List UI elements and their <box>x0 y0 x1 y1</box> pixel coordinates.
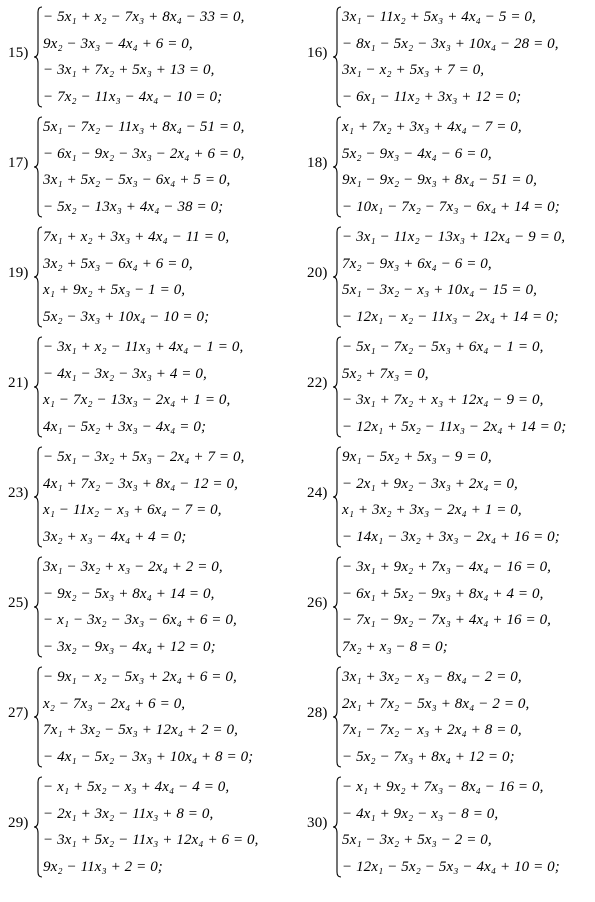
equation-list <box>342 664 529 770</box>
equation: − 5x₁ − 7x₂ − 5x₃ + 6x₄ − 1 = 0, <box>342 339 544 355</box>
equation-system <box>307 4 595 110</box>
equation-system <box>307 224 595 330</box>
equation: − 10x₁ − 7x₂ − 7x₃ − 6x₄ + 14 = 0; <box>342 198 560 215</box>
equation: 3x₁ − 3x₂ + x₃ − 2x₄ + 2 = 0, <box>43 559 223 575</box>
equation: 4x₁ − 5x₂ + 3x₃ − 4x₄ = 0; <box>43 418 207 435</box>
equation: 7x₁ + x₂ + 3x₃ + 4x₄ − 11 = 0, <box>43 229 230 245</box>
left-brace-icon <box>332 226 342 328</box>
problem-number: 24) <box>307 485 328 501</box>
equation-list <box>342 554 551 660</box>
equation-system <box>8 444 298 550</box>
left-brace-icon <box>332 446 342 548</box>
equation: x₁ − 11x₂ − x₃ + 6x₄ − 7 = 0, <box>43 502 222 518</box>
equation-system <box>307 664 595 770</box>
equation: 4x₁ + 7x₂ − 3x₃ + 8x₄ − 12 = 0, <box>43 475 238 492</box>
equation: 7x₂ − 9x₃ + 6x₄ − 6 = 0, <box>342 255 492 272</box>
equation: 5x₂ − 3x₃ + 10x₄ − 10 = 0; <box>43 308 210 325</box>
problem-number: 19) <box>8 265 29 281</box>
equation-system <box>307 444 595 550</box>
left-brace-icon <box>33 556 43 658</box>
equation: − 3x₁ + 9x₂ + 7x₃ − 4x₄ − 16 = 0, <box>342 559 552 575</box>
equation: − 6x₁ − 9x₂ − 3x₃ − 2x₄ + 6 = 0, <box>43 145 245 162</box>
equation-system <box>8 664 298 770</box>
equation-system <box>307 114 595 220</box>
equation: − 3x₁ − 11x₂ − 13x₃ + 12x₄ − 9 = 0, <box>342 229 566 245</box>
left-brace-icon <box>332 116 342 218</box>
equation: − 3x₂ − 9x₃ − 4x₄ + 12 = 0; <box>43 638 216 655</box>
equation-list <box>43 224 229 330</box>
problem-number: 28) <box>307 705 328 721</box>
equation: − 9x₁ − x₂ − 5x₃ + 2x₄ + 6 = 0, <box>43 669 237 685</box>
equation: − 8x₁ − 5x₂ − 3x₃ + 10x₄ − 28 = 0, <box>342 35 559 52</box>
equation: 3x₂ + 5x₃ − 6x₄ + 6 = 0, <box>43 255 193 272</box>
left-brace-icon <box>332 556 342 658</box>
equation-list <box>342 334 566 440</box>
equation: 5x₂ + 7x₃ = 0, <box>342 365 429 382</box>
equation-list <box>342 444 560 550</box>
equation-list <box>43 334 243 440</box>
problem-number: 17) <box>8 155 29 171</box>
equation: − 7x₁ − 9x₂ − 7x₃ + 4x₄ + 16 = 0, <box>342 612 552 628</box>
problem-number: 20) <box>307 265 328 281</box>
problem-number: 21) <box>8 375 29 391</box>
equation: 3x₁ − x₂ + 5x₃ + 7 = 0, <box>342 62 485 78</box>
equation: − 2x₁ + 9x₂ − 3x₃ + 2x₄ = 0, <box>342 475 518 492</box>
problem-number: 27) <box>8 705 29 721</box>
equation: − 12x₁ − x₂ − 11x₃ − 2x₄ + 14 = 0; <box>342 308 559 325</box>
equation: − 6x₁ + 5x₂ − 9x₃ + 8x₄ + 4 = 0, <box>342 585 544 602</box>
equation: 9x₂ − 11x₃ + 2 = 0; <box>43 858 163 875</box>
equation-system <box>8 4 298 110</box>
equation-system <box>307 554 595 660</box>
equation-list <box>43 554 237 660</box>
equation: x₁ − 7x₂ − 13x₃ − 2x₄ + 1 = 0, <box>43 392 231 408</box>
equation: − 4x₁ − 3x₂ − 3x₃ + 4 = 0, <box>43 365 207 382</box>
left-brace-icon <box>33 116 43 218</box>
equation: − 5x₂ − 7x₃ + 8x₄ + 12 = 0; <box>342 748 515 765</box>
problem-number: 25) <box>8 595 29 611</box>
equation-system <box>8 334 298 440</box>
left-brace-icon <box>33 666 43 768</box>
left-brace-icon <box>332 336 342 438</box>
equation: − 14x₁ − 3x₂ + 3x₃ − 2x₄ + 16 = 0; <box>342 528 560 545</box>
left-brace-icon <box>332 666 342 768</box>
left-brace-icon <box>33 776 43 878</box>
equation-system <box>8 224 298 330</box>
left-brace-icon <box>33 6 43 108</box>
equation: − 7x₂ − 11x₃ − 4x₄ − 10 = 0; <box>43 88 223 105</box>
equation-system <box>307 334 595 440</box>
problem-number: 23) <box>8 485 29 501</box>
equation: x₂ − 7x₃ − 2x₄ + 6 = 0, <box>43 695 186 712</box>
left-brace-icon <box>33 446 43 548</box>
equation: − 3x₁ + 7x₂ + 5x₃ + 13 = 0, <box>43 62 215 78</box>
equation: − 5x₁ + x₂ − 7x₃ + 8x₄ − 33 = 0, <box>43 9 245 25</box>
problem-number: 16) <box>307 45 328 61</box>
equation: 2x₁ + 7x₂ − 5x₃ + 8x₄ − 2 = 0, <box>342 695 530 712</box>
equation: − 4x₁ + 9x₂ − x₃ − 8 = 0, <box>342 805 499 822</box>
equation: − 3x₁ + 7x₂ + x₃ + 12x₄ − 9 = 0, <box>342 392 544 408</box>
problem-number: 22) <box>307 375 328 391</box>
equation-list <box>43 774 259 880</box>
equation: − 4x₁ − 5x₂ − 3x₃ + 10x₄ + 8 = 0; <box>43 748 254 765</box>
equation: 3x₁ + 3x₂ − x₃ − 8x₄ − 2 = 0, <box>342 669 522 685</box>
equation-list <box>342 774 560 880</box>
equation-list <box>43 444 244 550</box>
equation: x₁ + 3x₂ + 3x₃ − 2x₄ + 1 = 0, <box>342 502 522 518</box>
left-brace-icon <box>33 226 43 328</box>
equation-list <box>342 114 560 220</box>
equation: 3x₁ + 5x₂ − 5x₃ − 6x₄ + 5 = 0, <box>43 172 231 188</box>
equation: − x₁ + 5x₂ − x₃ + 4x₄ − 4 = 0, <box>43 779 230 795</box>
left-brace-icon <box>332 6 342 108</box>
equation: − 12x₁ − 5x₂ − 5x₃ − 4x₄ + 10 = 0; <box>342 858 560 875</box>
equation: 5x₁ − 3x₂ − x₃ + 10x₄ − 15 = 0, <box>342 282 537 298</box>
equation-system <box>8 554 298 660</box>
equation: − 5x₂ − 13x₃ + 4x₄ − 38 = 0; <box>43 198 224 215</box>
equation-system <box>8 114 298 220</box>
equation: 3x₁ − 11x₂ + 5x₃ + 4x₄ − 5 = 0, <box>342 9 536 25</box>
equation-list <box>342 224 565 330</box>
left-brace-icon <box>33 336 43 438</box>
equation: − 3x₁ + x₂ − 11x₃ + 4x₄ − 1 = 0, <box>43 339 244 355</box>
equation: x₁ + 9x₂ + 5x₃ − 1 = 0, <box>43 282 186 298</box>
equation: 7x₁ − 7x₂ − x₃ + 2x₄ + 8 = 0, <box>342 722 522 738</box>
problem-number: 18) <box>307 155 328 171</box>
equation: 9x₁ − 9x₂ − 9x₃ + 8x₄ − 51 = 0, <box>342 172 537 188</box>
equation: 9x₂ − 3x₃ − 4x₄ + 6 = 0, <box>43 35 193 52</box>
equation: 5x₂ − 9x₃ − 4x₄ − 6 = 0, <box>342 145 492 162</box>
equation: − 12x₁ + 5x₂ − 11x₃ − 2x₄ + 14 = 0; <box>342 418 567 435</box>
equation: − x₁ − 3x₂ − 3x₃ − 6x₄ + 6 = 0, <box>43 612 237 628</box>
equation-system <box>307 774 595 880</box>
equation: − 9x₂ − 5x₃ + 8x₄ + 14 = 0, <box>43 585 215 602</box>
problem-number: 30) <box>307 815 328 831</box>
equation: x₁ + 7x₂ + 3x₃ + 4x₄ − 7 = 0, <box>342 119 522 135</box>
equation: 3x₂ + x₃ − 4x₄ + 4 = 0; <box>43 528 187 545</box>
problem-number: 26) <box>307 595 328 611</box>
problem-number: 29) <box>8 815 29 831</box>
left-brace-icon <box>332 776 342 878</box>
equation: 7x₂ + x₃ − 8 = 0; <box>342 638 448 655</box>
equation-list <box>342 4 559 110</box>
equation-list <box>43 664 253 770</box>
equation-system <box>8 774 298 880</box>
equation: 5x₁ − 3x₂ + 5x₃ − 2 = 0, <box>342 832 492 848</box>
equation: − 2x₁ + 3x₂ − 11x₃ + 8 = 0, <box>43 805 214 822</box>
equation: 9x₁ − 5x₂ + 5x₃ − 9 = 0, <box>342 449 492 465</box>
equation: 7x₁ + 3x₂ − 5x₃ + 12x₄ + 2 = 0, <box>43 722 238 738</box>
equation-list <box>43 4 244 110</box>
problem-number: 15) <box>8 45 29 61</box>
equation-list <box>43 114 244 220</box>
equation: 5x₁ − 7x₂ − 11x₃ + 8x₄ − 51 = 0, <box>43 119 245 135</box>
equation: − x₁ + 9x₂ + 7x₃ − 8x₄ − 16 = 0, <box>342 779 544 795</box>
equation: − 6x₁ − 11x₂ + 3x₃ + 12 = 0; <box>342 88 522 105</box>
equation: − 3x₁ + 5x₂ − 11x₃ + 12x₄ + 6 = 0, <box>43 832 259 848</box>
equation: − 5x₁ − 3x₂ + 5x₃ − 2x₄ + 7 = 0, <box>43 449 245 465</box>
